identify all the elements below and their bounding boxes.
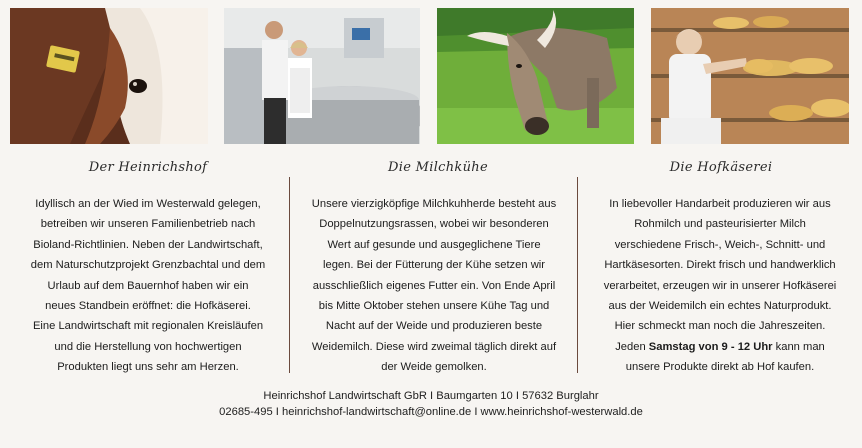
photo-cow-closeup	[10, 8, 208, 144]
column-divider	[577, 177, 578, 373]
text-line: Hartkäsesorten. Direkt frisch und handwerklich	[604, 259, 836, 272]
column-text-milchkuehe	[293, 194, 575, 378]
text-line: Weidemilch. Diese wird zweimal täglich direkt auf	[311, 340, 557, 353]
photo-cheese-dairy-staff	[224, 8, 420, 144]
text-line: aus der Weidemilch ein echtes Naturprodukt.	[608, 300, 832, 313]
opening-prefix: Jeden	[615, 340, 649, 353]
text-line: ausschließlich eigenes Futter ein. Von Ende April	[312, 279, 556, 292]
text-line: bis Mitte Oktober stehen unsere Kühe Tag und	[318, 300, 550, 313]
text-line: Rohmilch und pasteurisierter Milch	[634, 218, 806, 231]
footer-address: Heinrichshof Landwirtschaft GbR I Baumgarten 10 I 57632 Burglahr	[263, 390, 599, 402]
text-line: Hier schmeckt man noch die Jahreszeiten.	[614, 320, 826, 333]
text-line: der Weide gemolken.	[381, 361, 487, 374]
text-line: Wert auf gesunde und ausgeglichene Tiere	[327, 238, 541, 251]
text-line: und die Herstellung von hochwertigen	[54, 340, 242, 353]
text-line: Urlaub auf dem Bauernhof haben wir ein	[47, 279, 249, 292]
text-line: Eine Landwirtschaft mit regionalen Kreisläufen	[32, 320, 264, 333]
column-title-milchkuehe: Die Milchkühe	[388, 160, 488, 175]
opening-hours-line	[582, 337, 858, 357]
text-line: Bioland-Richtlinien. Neben der Landwirtschaft,	[33, 238, 263, 251]
text-line: Idyllisch an der Wied im Westerwald gelegen,	[35, 198, 261, 210]
text-line: Unsere vierzigköpfige Milchkuhherde besteht aus	[311, 198, 557, 210]
footer-contact: 02685-495 I heinrichshof-landwirtschaft@online.de I www.heinrichshof-westerwald.de	[219, 406, 643, 418]
photo-grazing-cow	[437, 8, 634, 144]
text-line: betreiben wir unseren Familienbetrieb nach	[40, 218, 256, 231]
text-line: verarbeitet, erzeugen wir in unserer Hofkäserei	[603, 279, 837, 292]
text-line: Produkten liegt uns sehr am Herzen.	[57, 361, 239, 374]
text-line: verschiedene Frisch-, Weich-, Schnitt- und	[614, 238, 826, 251]
column-text-heinrichshof	[8, 194, 288, 378]
text-line: neues Standbein eröffnet: die Hofkäserei.	[45, 300, 251, 313]
text-line: unsere Produkte direkt ab Hof kaufen.	[625, 361, 815, 374]
photo-cheese-ripening-room	[651, 8, 849, 144]
opening-hours: Samstag von 9 - 12 Uhr	[648, 340, 773, 353]
column-text-hofkaeserei	[582, 194, 858, 378]
opening-suffix: kann man	[772, 340, 825, 353]
column-title-heinrichshof: Der Heinrichshof	[88, 160, 208, 175]
column-title-hofkaeserei: Die Hofkäserei	[669, 160, 773, 175]
column-divider	[289, 177, 290, 373]
text-line: In liebevoller Handarbeit produzieren wir aus	[609, 198, 831, 210]
text-line: Doppelnutzungsrassen, wobei wir besonderen	[319, 218, 549, 231]
text-line: Nacht auf der Weide und produzieren beste	[325, 320, 543, 333]
text-line: legen. Bei der Fütterung der Kühe setzen wir	[322, 259, 545, 272]
text-line: dem Naturschutzprojekt Grenzbachtal und dem	[30, 259, 266, 272]
